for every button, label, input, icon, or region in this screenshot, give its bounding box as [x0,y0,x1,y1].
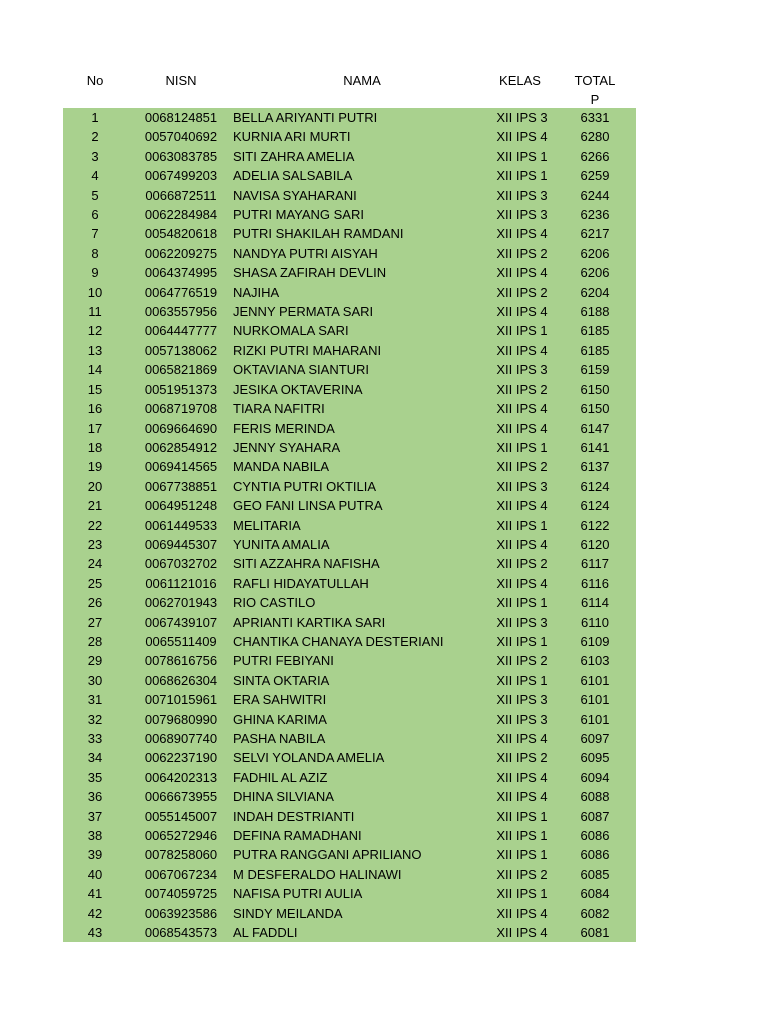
table-row [63,360,636,379]
table-row [63,244,636,263]
cell-total: 6204 [580,284,610,300]
cell-no: 29 [87,653,103,669]
cell-kelas: XII IPS 2 [496,381,548,397]
table-row [63,147,636,166]
cell-kelas: XII IPS 3 [496,187,548,203]
table-row [63,651,636,670]
cell-total: 6094 [580,769,610,785]
cell-nisn: 0074059725 [144,886,218,902]
cell-total: 6081 [580,925,610,941]
cell-no: 31 [87,692,103,708]
cell-total: 6244 [580,187,610,203]
cell-kelas: XII IPS 4 [496,226,548,242]
cell-no: 20 [87,478,103,494]
cell-no: 10 [87,284,103,300]
cell-no: 12 [87,323,103,339]
cell-nisn: 0066673955 [144,789,218,805]
cell-nisn: 0063557956 [144,304,218,320]
cell-kelas: XII IPS 3 [496,207,548,223]
cell-total: 6259 [580,168,610,184]
cell-total: 6159 [580,362,610,378]
cell-nama: PUTRI SHAKILAH RAMDANI [233,226,404,242]
header-nisn: NISN [165,73,197,88]
cell-nisn: 0062209275 [144,245,218,261]
cell-total: 6116 [581,575,609,591]
header-kelas: KELAS [499,73,541,88]
table-row [63,632,636,651]
cell-kelas: XII IPS 4 [496,401,548,417]
cell-kelas: XII IPS 1 [496,595,548,611]
cell-nisn: 0068626304 [144,672,218,688]
table-row [63,904,636,923]
cell-no: 1 [91,110,99,125]
cell-nisn: 0071015961 [144,692,218,708]
cell-nisn: 0064951248 [144,498,218,514]
table-row [63,807,636,826]
table-row [63,341,636,360]
cell-no: 4 [91,168,99,184]
table-row [63,845,636,864]
cell-nama: JENNY SYAHARA [233,439,341,455]
cell-total: 6086 [580,847,610,863]
cell-nisn: 0064776519 [144,284,218,300]
cell-no: 7 [91,226,99,242]
cell-kelas: XII IPS 3 [496,614,548,630]
cell-nama: APRIANTI KARTIKA SARI [233,614,386,630]
cell-kelas: XII IPS 2 [496,459,548,475]
cell-no: 23 [87,536,103,552]
cell-kelas: XII IPS 4 [496,731,548,746]
cell-no: 2 [91,129,99,145]
cell-no: 33 [87,731,103,746]
table-row [63,224,636,243]
cell-kelas: XII IPS 4 [496,769,548,785]
cell-kelas: XII IPS 1 [496,168,548,184]
cell-kelas: XII IPS 4 [496,420,548,436]
cell-nisn: 0066872511 [145,187,217,203]
cell-nama: SINTA OKTARIA [233,672,330,688]
cell-kelas: XII IPS 4 [496,498,548,514]
cell-nisn: 0065272946 [144,828,218,844]
cell-kelas: XII IPS 4 [496,536,548,552]
cell-no: 11 [88,304,102,320]
cell-nama: RIO CASTILO [233,595,316,611]
header-total: TOTAL P [574,73,616,107]
cell-nisn: 0078616756 [144,653,218,669]
table-row [63,516,636,535]
cell-nisn: 0067067234 [144,866,218,882]
cell-nama: PASHA NABILA [233,731,326,746]
cell-nisn: 0069414565 [144,459,218,475]
table-row [63,593,636,612]
cell-total: 6095 [580,750,610,766]
table-row [63,380,636,399]
cell-nisn: 0068907740 [144,731,218,746]
cell-nama: KURNIA ARI MURTI [233,129,351,145]
table-row [63,535,636,554]
cell-kelas: XII IPS 3 [496,110,548,125]
cell-nama: OKTAVIANA SIANTURI [233,362,370,378]
cell-nama: SHASA ZAFIRAH DEVLIN [233,265,387,281]
cell-total: 6097 [580,731,610,746]
cell-nama: INDAH DESTRIANTI [233,808,355,824]
cell-kelas: XII IPS 1 [496,517,548,533]
cell-kelas: XII IPS 2 [496,866,548,882]
cell-kelas: XII IPS 2 [496,653,548,669]
table-row [63,923,636,942]
cell-kelas: XII IPS 3 [496,362,548,378]
cell-no: 40 [87,866,103,882]
table-row [63,108,636,127]
cell-nisn: 0067032702 [144,556,218,572]
cell-nisn: 0063923586 [144,905,218,921]
cell-no: 19 [87,459,103,475]
cell-total: 6124 [580,478,610,494]
cell-nisn: 0064374995 [144,265,218,281]
table-row [63,826,636,845]
cell-total: 6266 [580,148,610,164]
table-row [63,127,636,146]
cell-no: 5 [91,187,99,203]
cell-no: 32 [87,711,103,727]
table-row [63,302,636,321]
cell-kelas: XII IPS 1 [496,828,548,844]
cell-nama: GEO FANI LINSA PUTRA [233,498,383,514]
cell-kelas: XII IPS 1 [496,439,548,455]
cell-total: 6280 [580,129,610,145]
cell-nisn: 0078258060 [144,847,218,863]
cell-kelas: XII IPS 4 [496,575,548,591]
cell-no: 3 [91,148,99,164]
cell-total: 6150 [580,381,610,397]
cell-nama: GHINA KARIMA [233,711,327,727]
cell-nama: ADELIA SALSABILA [233,168,353,184]
cell-no: 17 [87,420,103,436]
cell-nama: SELVI YOLANDA AMELIA [233,750,385,766]
table-row [63,690,636,709]
cell-kelas: XII IPS 2 [496,750,548,766]
table-row [63,613,636,632]
table-row [63,399,636,418]
cell-nisn: 0057138062 [144,342,218,358]
cell-nama: MANDA NABILA [233,459,330,475]
cell-kelas: XII IPS 4 [496,925,548,941]
cell-total: 6141 [580,439,610,455]
cell-nama: NAJIHA [233,284,280,300]
cell-nama: TIARA NAFITRI [233,401,325,417]
cell-nisn: 0067738851 [144,478,218,494]
cell-nisn: 0061121016 [145,575,217,591]
cell-kelas: XII IPS 3 [496,692,548,708]
cell-no: 28 [87,633,103,649]
cell-total: 6137 [580,459,610,475]
cell-nama: FADHIL AL AZIZ [233,769,328,785]
cell-kelas: XII IPS 1 [496,323,548,339]
cell-total: 6331 [580,110,610,125]
table-row [63,477,636,496]
cell-nisn: 0061449533 [144,517,218,533]
cell-kelas: XII IPS 2 [496,245,548,261]
cell-nisn: 0065511409 [145,633,217,649]
cell-kelas: XII IPS 4 [496,789,548,805]
cell-kelas: XII IPS 4 [496,342,548,358]
cell-total: 6101 [580,711,610,727]
cell-nama: NAFISA PUTRI AULIA [233,886,363,902]
cell-nisn: 0054820618 [144,226,218,242]
cell-no: 37 [87,808,103,824]
cell-kelas: XII IPS 1 [496,633,548,649]
table-row [63,186,636,205]
table-row [63,865,636,884]
cell-no: 18 [87,439,103,455]
cell-nisn: 0062237190 [144,750,218,766]
cell-total: 6109 [580,633,610,649]
cell-no: 14 [87,362,103,378]
cell-nama: NAVISA SYAHARANI [233,187,357,203]
cell-nama: DEFINA RAMADHANI [233,828,362,844]
table-row [63,205,636,224]
ranking-table [63,68,636,942]
cell-no: 42 [87,905,103,921]
cell-total: 6087 [580,808,610,824]
cell-kelas: XII IPS 3 [496,711,548,727]
cell-nisn: 0068719708 [144,401,218,417]
cell-kelas: XII IPS 1 [496,672,548,688]
cell-total: 6114 [581,595,609,611]
cell-nisn: 0062284984 [144,207,218,223]
cell-no: 25 [87,575,103,591]
table-row [63,496,636,515]
cell-nama: SITI ZAHRA AMELIA [233,148,355,164]
cell-nisn: 0062701943 [144,595,218,611]
cell-nama: PUTRA RANGGANI APRILIANO [233,847,422,863]
cell-kelas: XII IPS 1 [496,886,548,902]
cell-total: 6188 [580,304,610,320]
cell-total: 6122 [580,517,610,533]
cell-nisn: 0067439107 [144,614,218,630]
table-row [63,710,636,729]
table-body [63,108,636,942]
table-row [63,884,636,903]
cell-no: 6 [91,207,99,223]
cell-no: 26 [87,595,103,611]
cell-nama: MELITARIA [233,517,301,533]
cell-nama: PUTRI MAYANG SARI [233,207,364,223]
cell-total: 6110 [581,614,609,630]
table-row [63,263,636,282]
cell-no: 24 [87,556,103,572]
cell-nisn: 0064202313 [144,769,218,785]
table-row [63,729,636,748]
cell-nama: CYNTIA PUTRI OKTILIA [233,478,377,494]
header-no: No [86,73,104,88]
cell-no: 8 [91,245,99,261]
cell-kelas: XII IPS 1 [496,808,548,824]
cell-total: 6150 [580,401,610,417]
cell-nama: NURKOMALA SARI [233,323,349,339]
cell-kelas: XII IPS 1 [496,148,548,164]
table-row [63,768,636,787]
cell-no: 21 [87,498,103,514]
cell-total: 6082 [580,905,610,921]
table-row [63,166,636,185]
cell-no: 15 [87,381,103,397]
cell-nisn: 0068543573 [144,925,218,941]
cell-no: 39 [87,847,103,863]
cell-nama: RAFLI HIDAYATULLAH [233,575,369,591]
cell-nisn: 0065821869 [144,362,218,378]
cell-nama: NANDYA PUTRI AISYAH [233,245,378,261]
cell-nisn: 0057040692 [144,129,218,145]
cell-nama: RIZKI PUTRI MAHARANI [233,342,382,358]
cell-nama: BELLA ARIYANTI PUTRI [233,110,378,125]
table-row [63,787,636,806]
cell-total: 6236 [580,207,610,223]
cell-kelas: XII IPS 4 [496,265,548,281]
cell-total: 6086 [580,828,610,844]
cell-total: 6147 [580,420,610,436]
cell-total: 6088 [580,789,610,805]
cell-kelas: XII IPS 2 [496,284,548,300]
cell-total: 6101 [580,692,610,708]
cell-nama: CHANTIKA CHANAYA DESTERIANI [233,633,444,649]
cell-nama: JENNY PERMATA SARI [233,304,374,320]
table-row [63,321,636,340]
cell-nisn: 0069664690 [144,420,218,436]
cell-total: 6217 [580,226,610,242]
cell-no: 16 [87,401,103,417]
cell-kelas: XII IPS 4 [496,129,548,145]
cell-no: 36 [87,789,103,805]
cell-nisn: 0069445307 [144,536,218,552]
cell-kelas: XII IPS 1 [496,847,548,863]
cell-kelas: XII IPS 2 [496,556,548,572]
cell-nama: ERA SAHWITRI [233,692,327,708]
cell-total: 6085 [580,866,610,882]
cell-nama: AL FADDLI [233,925,298,941]
cell-nama: PUTRI FEBIYANI [233,653,334,669]
cell-total: 6124 [580,498,610,514]
cell-nama: YUNITA AMALIA [233,536,330,552]
table-row [63,574,636,593]
cell-kelas: XII IPS 4 [496,304,548,320]
cell-nisn: 0079680990 [144,711,218,727]
cell-no: 38 [87,828,103,844]
cell-nama: DHINA SILVIANA [233,789,334,805]
cell-nama: M DESFERALDO HALINAWI [233,866,402,882]
cell-nisn: 0051951373 [144,381,218,397]
table-row [63,554,636,573]
cell-total: 6185 [580,342,610,358]
cell-nama: JESIKA OKTAVERINA [233,381,363,397]
cell-no: 9 [91,265,99,281]
cell-no: 43 [87,925,103,941]
table-row [63,457,636,476]
cell-total: 6101 [580,672,610,688]
cell-no: 34 [87,750,103,766]
cell-total: 6117 [581,556,609,572]
table-row [63,419,636,438]
cell-no: 22 [87,517,103,533]
cell-nama: FERIS MERINDA [233,420,335,436]
cell-no: 13 [87,342,103,358]
cell-total: 6103 [580,653,610,669]
cell-kelas: XII IPS 3 [496,478,548,494]
cell-total: 6206 [580,245,610,261]
cell-nama: SINDY MEILANDA [233,905,343,921]
cell-nama: SITI AZZAHRA NAFISHA [233,556,380,572]
cell-total: 6120 [580,536,610,552]
table-row [63,438,636,457]
table-row [63,671,636,690]
cell-nisn: 0067499203 [144,168,218,184]
cell-nisn: 0062854912 [144,439,218,455]
header-nama: NAMA [343,73,381,88]
table-row [63,748,636,767]
table-header [63,68,636,108]
table-row [63,283,636,302]
cell-no: 35 [87,769,103,785]
cell-nisn: 0063083785 [144,148,218,164]
cell-total: 6084 [580,886,610,902]
cell-no: 30 [87,672,103,688]
cell-nisn: 0064447777 [144,323,218,339]
cell-kelas: XII IPS 4 [496,905,548,921]
cell-no: 27 [87,614,103,630]
cell-total: 6185 [580,323,610,339]
cell-nisn: 0055145007 [144,808,218,824]
cell-total: 6206 [580,265,610,281]
cell-no: 41 [87,886,103,902]
cell-nisn: 0068124851 [144,110,218,125]
